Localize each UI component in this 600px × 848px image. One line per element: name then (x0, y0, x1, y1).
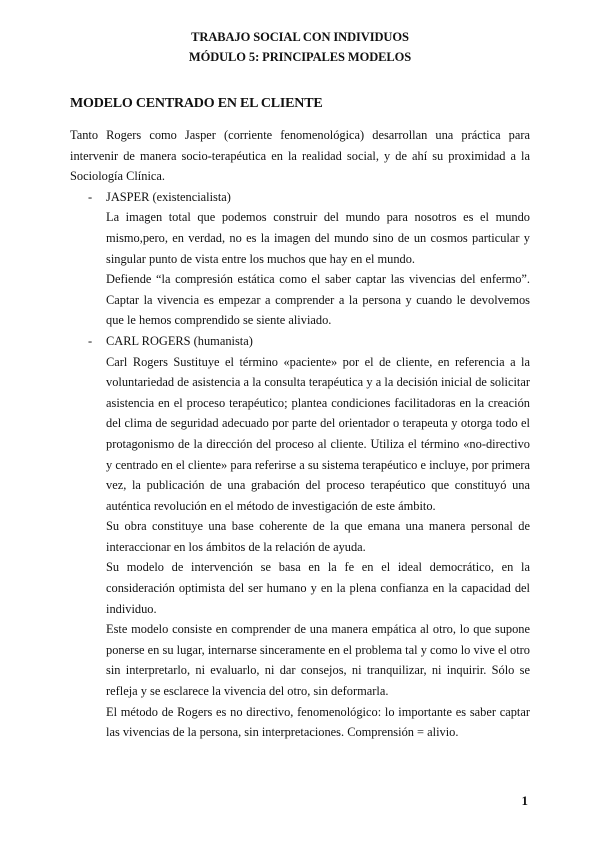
rogers-heading: CARL ROGERS (humanista) (106, 333, 253, 348)
header-title: TRABAJO SOCIAL CON INDIVIDUOS (191, 30, 409, 44)
jasper-paragraph: La imagen total que podemos construir del mundo para nosotros es el mundo mismo,pero, en verdad, no es la imagen del mundo sino de un cosmos particular y singular punto de vista entre los muchos que hay en el mundo. (106, 210, 530, 266)
jasper-heading: JASPER (existencialista) (106, 189, 231, 204)
jasper-content (70, 207, 530, 331)
list-item-rogers (70, 331, 530, 352)
dash-bullet: - (88, 189, 93, 204)
rogers-paragraph: Su obra constituye una base coherente de la que emana una manera personal de interaccionar en los ámbitos de la relación de ayuda. (106, 519, 530, 554)
rogers-paragraph: Carl Rogers Sustituye el término «paciente» por el de cliente, en referencia a la voluntariedad de asistencia a la consulta terapéutica y a la decisión inicial de solicitar asistencia en el proceso terapéutico; plantea condiciones facilitadoras en la creación del clima de seguridad adecuado por parte del orientador o terapeuta y otorga todo el protagonismo de la dirección del proceso al cliente. Utiliza el término «no-directivo y centrado en el cliente» para referirse a su sistema terapéutico e incluye, por primera vez, la publicación de una grabación del proceso terapéutico que constituyó una auténtica revolución en el método de investigación de este ámbito. (106, 354, 530, 513)
rogers-paragraph: Este modelo consiste en comprender de una manera empática al otro, lo que supone ponerse en su lugar, internarse sinceramente en el problema tal y como lo vive el otro sin interpretarlo, ni evaluarlo, ni dar consejos, ni tranquilizar, ni inquirir. Sólo se refleja y se esclarece la vivencia del otro, sin deformarla. (106, 622, 530, 699)
rogers-paragraph: El método de Rogers es no directivo, fenomenológico: lo importante es saber captar las vivencias de la persona, sin interpretaciones. Comprensión = alivio. (106, 704, 530, 740)
rogers-paragraph: Su modelo de intervención se basa en la fe en el ideal democrático, en la consideración optimista del ser humano y en la plena confianza en la capacidad del individuo. (106, 560, 530, 616)
jasper-paragraph: Defiende “la compresión estática como el saber captar las vivencias del enfermo”. Captar la vivencia es empezar a comprender a la persona y cuando le devolvemos que le hemos comprendido se siente aliviado. (106, 272, 530, 328)
list-item-jasper (70, 187, 530, 208)
intro-paragraph: Tanto Rogers como Jasper (corriente fenomenológica) desarrollan una práctica para intervenir de manera socio-terapéutica en la realidad social, y de ahí su proximidad a la Sociología Clínica. (70, 128, 530, 184)
rogers-content (70, 352, 530, 743)
document-header (0, 27, 600, 67)
body-text (70, 125, 530, 743)
dash-bullet: - (88, 333, 93, 348)
header-subtitle: MÓDULO 5: PRINCIPALES MODELOS (188, 50, 412, 64)
page-number: 1 (521, 793, 528, 808)
section-title: MODELO CENTRADO EN EL CLIENTE (70, 96, 323, 111)
